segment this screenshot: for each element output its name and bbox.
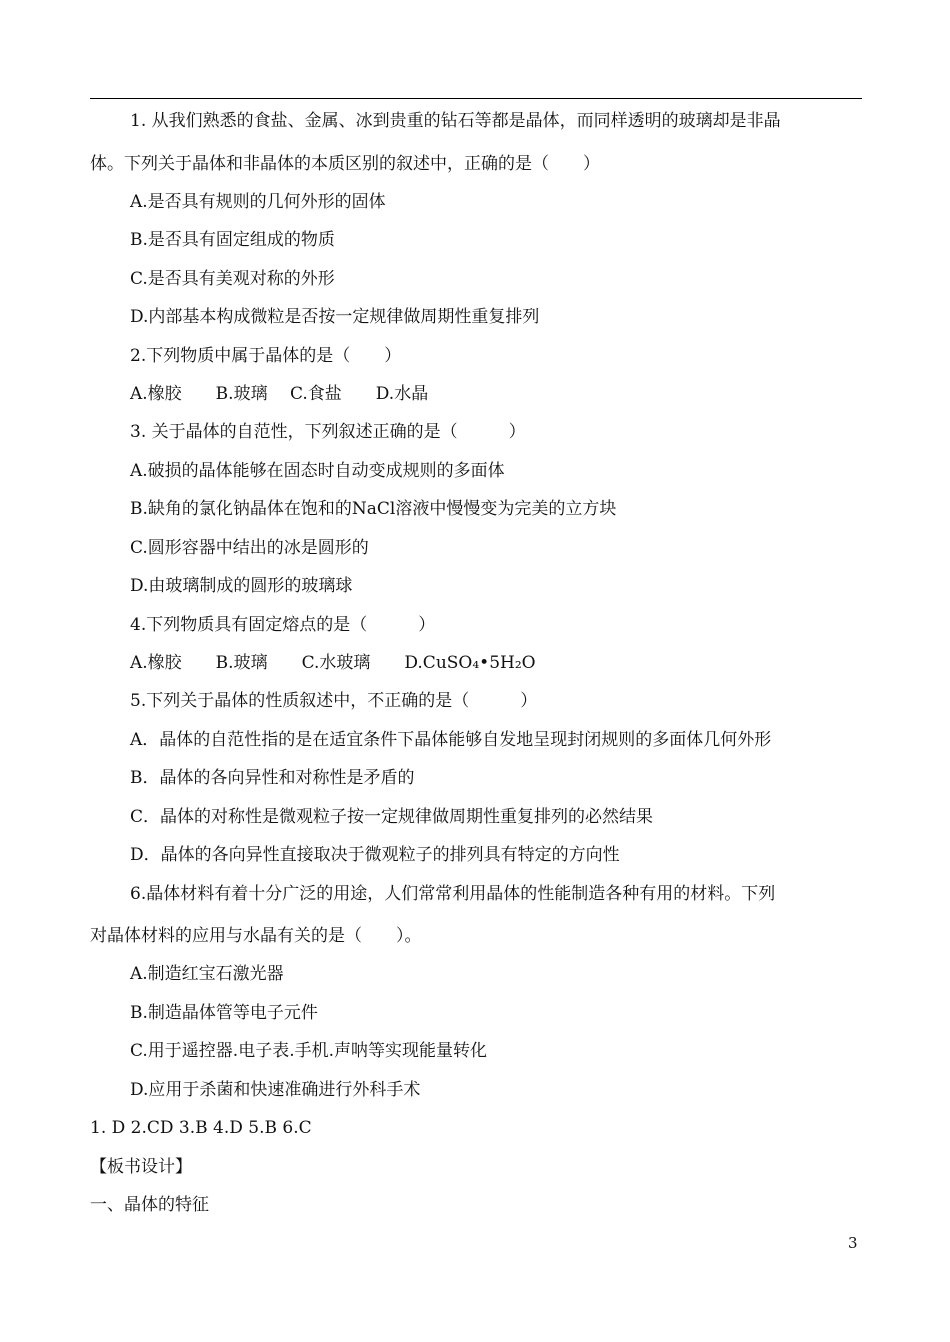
q5-option-b: B．晶体的各向异性和对称性是矛盾的 (130, 768, 415, 788)
q6-option-d: D.应用于杀菌和快速准确进行外科手术 (130, 1080, 421, 1100)
q6-option-b: B.制造晶体管等电子元件 (130, 1003, 318, 1023)
header-rule (90, 98, 862, 99)
q3-option-c: C.圆形容器中结出的冰是圆形的 (130, 538, 369, 558)
q1-option-b: B.是否具有固定组成的物质 (130, 230, 335, 250)
question-6-line-1: 6.晶体材料有着十分广泛的用途，人们常常利用晶体的性能制造各种有用的材料。下列 (130, 884, 776, 904)
question-3: 3. 关于晶体的自范性，下列叙述正确的是（ ） (130, 422, 526, 442)
q6-option-a: A.制造红宝石激光器 (130, 964, 284, 984)
question-6-line-2: 对晶体材料的应用与水晶有关的是（ ）。 (90, 926, 422, 946)
board-design-heading: 【板书设计】 (90, 1157, 192, 1177)
q3-option-a: A.破损的晶体能够在固态时自动变成规则的多面体 (130, 461, 505, 481)
q3-option-d: D.由玻璃制成的圆形的玻璃球 (130, 576, 353, 596)
question-2: 2.下列物质中属于晶体的是（ ） (130, 346, 402, 366)
question-5: 5.下列关于晶体的性质叙述中，不正确的是（ ） (130, 691, 538, 711)
question-4: 4.下列物质具有固定熔点的是（ ） (130, 615, 436, 635)
q5-option-d: D．晶体的各向异性直接取决于微观粒子的排列具有特定的方向性 (130, 845, 620, 865)
q3-option-b: B.缺角的氯化钠晶体在饱和的NaCl溶液中慢慢变为完美的立方块 (130, 499, 617, 519)
question-1-line-1: 1. 从我们熟悉的食盐、金属、冰到贵重的钻石等都是晶体，而同样透明的玻璃却是非晶 (130, 111, 781, 131)
q1-option-c: C.是否具有美观对称的外形 (130, 269, 335, 289)
q5-option-a: A．晶体的自范性指的是在适宜条件下晶体能够自发地呈现封闭规则的多面体几何外形 (130, 730, 772, 750)
q2-options: A.橡胶 B.玻璃 C.食盐 D.水晶 (130, 384, 429, 404)
section-heading: 一、晶体的特征 (90, 1195, 209, 1215)
page-number: 3 (848, 1234, 858, 1252)
q5-option-c: C．晶体的对称性是微观粒子按一定规律做周期性重复排列的必然结果 (130, 807, 654, 827)
q4-options: A.橡胶 B.玻璃 C.水玻璃 D.CuSO₄•5H₂O (130, 653, 536, 673)
q1-option-d: D.内部基本构成微粒是否按一定规律做周期性重复排列 (130, 307, 540, 327)
question-1-line-2: 体。下列关于晶体和非晶体的本质区别的叙述中，正确的是（ ） (90, 154, 600, 174)
q6-option-c: C.用于遥控器.电子表.手机.声呐等实现能量转化 (130, 1041, 488, 1061)
q1-option-a: A.是否具有规则的几何外形的固体 (130, 192, 386, 212)
answer-key: 1. D 2.CD 3.B 4.D 5.B 6.C (90, 1118, 312, 1138)
